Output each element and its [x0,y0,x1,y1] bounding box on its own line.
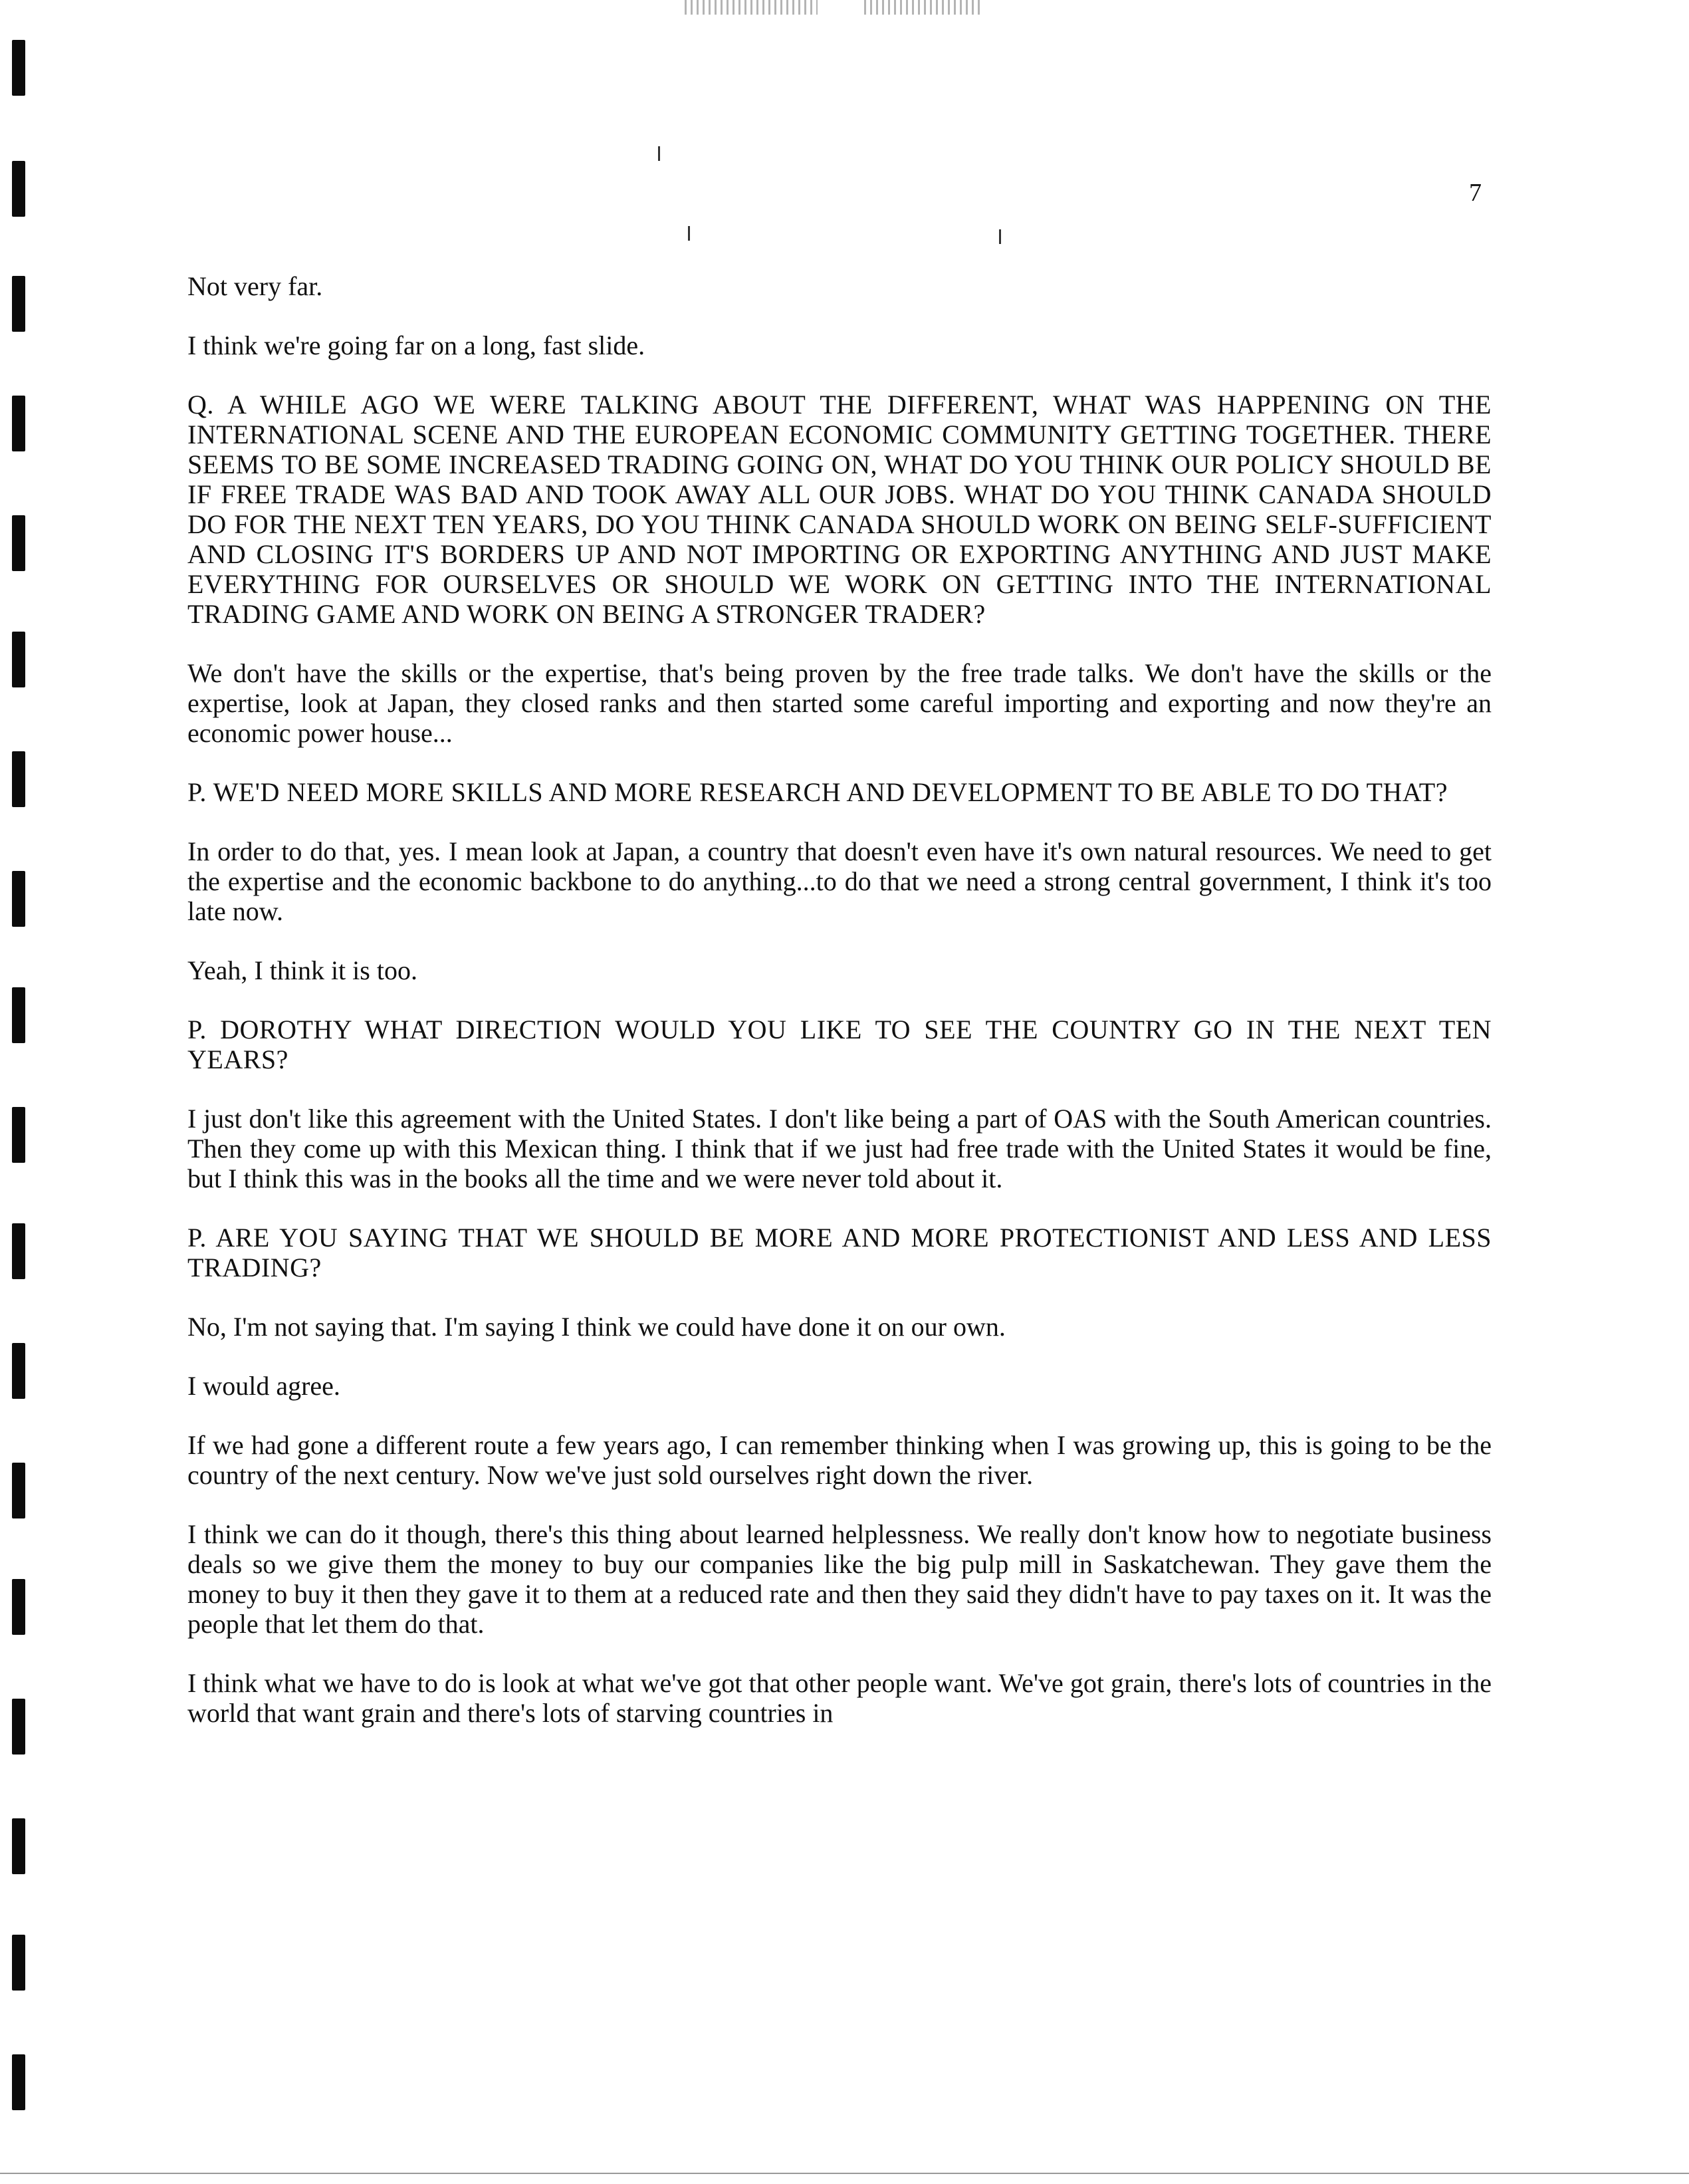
scan-mark [688,226,690,241]
answer-paragraph: Not very far. [187,271,323,301]
binder-mark [12,1107,25,1163]
binder-mark [12,1343,25,1399]
binder-mark [12,1818,25,1874]
binder-mark [12,1463,25,1518]
answer-paragraph: No, I'm not saying that. I'm saying I think we could have done it on our own. [187,1312,1006,1342]
answer-paragraph: We don't have the skills or the expertise, that's being proven by the free trade talks. We don't have the skills or the expertise, look at Japan, they closed ranks and then started some careful importing and exporting and now they're an economic power house... [187,658,1492,748]
binder-mark [12,751,25,807]
binder-mark [12,2054,25,2110]
binder-mark [12,515,25,571]
question-paragraph: P. DOROTHY WHAT DIRECTION WOULD YOU LIKE TO SEE THE COUNTRY GO IN THE NEXT TEN YEARS? [187,1015,1492,1074]
answer-paragraph: I think what we have to do is look at what we've got that other people want. We've got grain, there's lots of countries in the world that want grain and there's lots of starving countries in [187,1668,1492,1728]
page-number: 7 [1469,179,1482,207]
answer-paragraph: I think we're going far on a long, fast slide. [187,330,645,360]
binder-mark [12,40,25,96]
binder-mark [12,632,25,687]
scan-mark [999,229,1001,244]
binder-mark [12,1579,25,1635]
binder-mark [12,276,25,332]
scan-smudge [685,0,818,15]
transcript-body [187,271,1492,1757]
question-paragraph: Q. A WHILE AGO WE WERE TALKING ABOUT THE DIFFERENT, WHAT WAS HAPPENING ON THE INTERNATIONAL SCENE AND THE EUROPEAN ECONOMIC COMMUNITY GETTING TOGETHER. THERE SEEMS TO BE SOME INCREASED TRADING GOING ON, WHAT DO YOU THINK OUR POLICY SHOULD BE IF FREE TRADE WAS BAD AND TOOK AWAY ALL OUR JOBS. WHAT DO YOU THINK CANADA SHOULD DO FOR THE NEXT TEN YEARS, DO YOU THINK CANADA SHOULD WORK ON BEING SELF-SUFFICIENT AND CLOSING IT'S BORDERS UP AND NOT IMPORTING OR EXPORTING ANYTHING AND JUST MAKE EVERYTHING FOR OURSELVES OR SHOULD WE WORK ON GETTING INTO THE INTERNATIONAL TRADING GAME AND WORK ON BEING A STRONGER TRADER? [187,390,1492,629]
answer-paragraph: In order to do that, yes. I mean look at Japan, a country that doesn't even have it's own natural resources. We need to get the expertise and the economic backbone to do anything...to do that we need a strong central government, I think it's too late now. [187,836,1492,926]
binder-mark [12,871,25,927]
scan-mark [658,146,660,161]
answer-paragraph: I just don't like this agreement with the United States. I don't like being a part of OAS with the South American countries. Then they come up with this Mexican thing. I think that if we just had free trade with the United States it would be fine, but I think this was in the books all the time and we were never told about it. [187,1104,1492,1193]
answer-paragraph: If we had gone a different route a few years ago, I can remember thinking when I was growing up, this is going to be the country of the next century. Now we've just sold ourselves right down the river. [187,1430,1492,1490]
question-paragraph: P. ARE YOU SAYING THAT WE SHOULD BE MORE AND MORE PROTECTIONIST AND LESS AND LESS TRADING? [187,1223,1492,1282]
binder-mark [12,1699,25,1755]
binder-mark [12,1223,25,1279]
binder-mark [12,987,25,1043]
answer-paragraph: Yeah, I think it is too. [187,955,417,985]
binder-mark [12,1935,25,1991]
answer-paragraph: I think we can do it though, there's this thing about learned helplessness. We really don't know how to negotiate business deals so we give them the money to buy our companies like the big pulp mill in Saskatchewan. They gave them the money to buy it then they gave it to them at a reduced rate and then they said they didn't have to pay taxes on it. It was the people that let them do that. [187,1519,1492,1639]
scan-smudge [864,0,984,15]
question-paragraph: P. WE'D NEED MORE SKILLS AND MORE RESEARCH AND DEVELOPMENT TO BE ABLE TO DO THAT? [187,777,1448,807]
binder-mark [12,396,25,451]
scan-edge [0,2173,1689,2174]
answer-paragraph: I would agree. [187,1371,340,1401]
binder-marks [12,40,27,2167]
binder-mark [12,161,25,217]
